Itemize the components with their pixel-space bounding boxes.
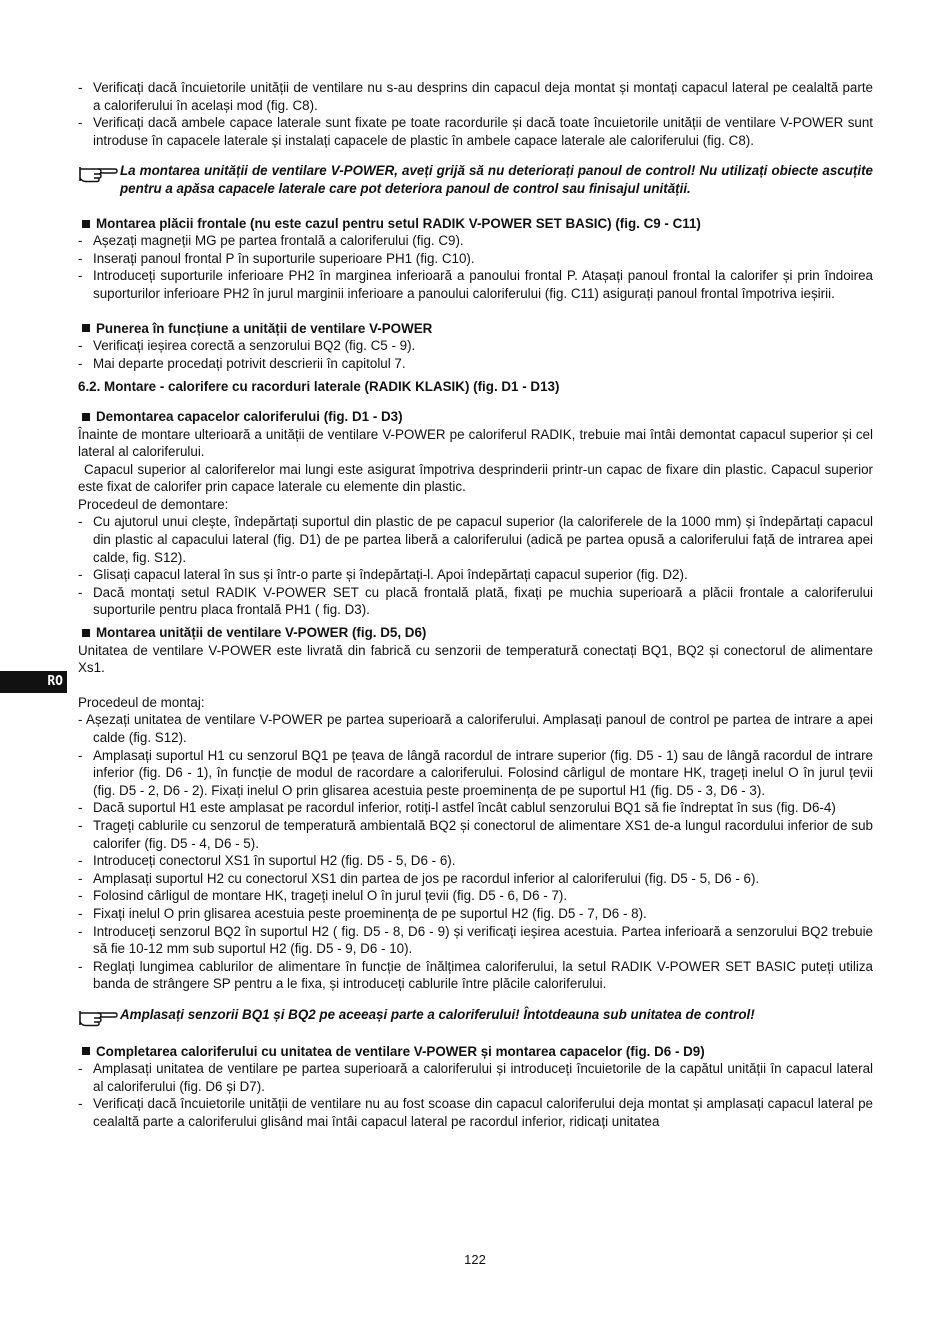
list-item: - Amplasați unitatea de ventilare pe partea superioară a caloriferului și introduceți încuietorile de la capătul unității în capacul lateral al caloriferului (fig. D6 și D7). bbox=[78, 1060, 873, 1095]
list-item: - Dacă montați setul RADIK V-POWER SET cu placă frontală plată, fixați pe muchia superioară a plăcii frontale a caloriferului suporturile pentru placa frontală PH1 ( fig. D3). bbox=[78, 584, 873, 619]
list-item: - Trageți cablurile cu senzorul de temperatură ambientală BQ2 și conectorul de alimentare XS1 de-a lungul racordului inferior de sub calorifer (fig. D5 - 4, D6 - 5). bbox=[78, 817, 873, 852]
paragraph: Înainte de montare ulterioară a unității de ventilare V-POWER pe caloriferul RADIK, trebuie mai întâi demontat capacul superior și cel lateral al caloriferului. bbox=[78, 426, 873, 460]
list-item: - Dacă suportul H1 este amplasat pe racordul inferior, rotiți-l astfel încât cablul senzorului BQ1 să fie îndreptat în sus (fig. D6-4) bbox=[78, 799, 873, 817]
list-item: - Inserați panoul frontal P în suporturile superioare PH1 (fig. C10). bbox=[78, 250, 873, 268]
section-heading: Montarea unității de ventilare V-POWER (fig. D5, D6) bbox=[78, 624, 873, 642]
language-tab: RO bbox=[0, 671, 67, 693]
note-warning bbox=[78, 162, 873, 197]
note-text: Amplasați senzorii BQ1 și BQ2 pe aceeași parte a caloriferului! Întotdeauna sub unitatea de control! bbox=[120, 1006, 755, 1022]
paragraph: Procedeul de demontare: bbox=[78, 496, 229, 512]
note-warning bbox=[78, 1006, 873, 1024]
section-heading: Punerea în funcțiune a unității de ventilare V-POWER bbox=[78, 320, 873, 338]
square-bullet-icon bbox=[82, 324, 90, 332]
list-item: - Reglați lungimea cablurilor de alimentare în funcție de înălțimea caloriferului, la setul RADIK V-POWER SET BASIC puteți utiliza banda de strângere SP pentru a le fixa, și introduceți cablurile între plăcile caloriferului. bbox=[78, 958, 873, 993]
mount-list bbox=[78, 747, 873, 993]
list-item: - Glisați capacul lateral în sus și într-o parte și îndepărtați-l. Apoi îndepărtați capacul superior (fig. D2). bbox=[78, 566, 873, 584]
section-heading: Montarea plăcii frontale (nu este cazul pentru setul RADIK V-POWER SET BASIC) (fig. C9 - C11) bbox=[78, 215, 873, 233]
list-item: - Amplasați suportul H2 cu conectorul XS1 din partea de jos pe racordul inferior al caloriferului (fig. D5 - 5, D6 - 6). bbox=[78, 870, 873, 888]
top-list bbox=[78, 79, 873, 149]
startup-list bbox=[78, 337, 873, 372]
list-item: - Așezați unitatea de ventilare V-POWER pe partea superioară a caloriferului. Amplasați panoul de control pe partea de intrare a apei calde (fig. S12). bbox=[78, 712, 873, 745]
square-bullet-icon bbox=[82, 220, 90, 228]
list-item: - Amplasați suportul H1 cu senzorul BQ1 pe țeava de lângă racordul de intrare superior (fig. D5 - 1) sau de lângă racordul de intrare inferior (fig. D6 - 1), în funcție de modul de racordare a caloriferului. Folosind cârligul de montare HK, trageți inelul O în jurul țevii (fig. D5 - 2, D6 - 2). Fixați inelul O prin glisarea acestuia peste proeminența de pe suportul H1 (fig. D5 - 3, D6 - 3). bbox=[78, 747, 873, 800]
paragraph: Procedeul de montaj: bbox=[78, 694, 205, 710]
front-plate-list bbox=[78, 232, 873, 302]
section-heading: Demontarea capacelor caloriferului (fig. D1 - D3) bbox=[78, 408, 873, 426]
note-text: La montarea unității de ventilare V-POWER, aveți grijă să nu deteriorați panoul de control! Nu utilizați obiecte ascuțite pentru a apăsa capacele laterale care pot deteriora panoul de control sau finisajul unității. bbox=[120, 163, 873, 196]
dismount-list bbox=[78, 513, 873, 619]
list-item: - Verificați dacă ambele capace laterale sunt fixate pe toate racordurile și dacă toate încuietorile unității de ventilare V-POWER sunt introduse în capacele laterale și instalați capacele de plastic în ambele capace laterale ale caloriferului (fig. C8). bbox=[78, 114, 873, 149]
list-item: - Verificați dacă încuietorile unității de ventilare nu s-au desprins din capacul deja montat și montați capacul lateral pe cealaltă parte a caloriferului în același mod (fig. C8). bbox=[78, 79, 873, 114]
list-item: - Introduceți conectorul XS1 în suportul H2 (fig. D5 - 5, D6 - 6). bbox=[78, 852, 873, 870]
paragraph: Unitatea de ventilare V-POWER este livrată din fabrică cu senzorii de temperatură conectați BQ1, BQ2 și conectorul de alimentare Xs1. bbox=[78, 642, 873, 676]
pointing-hand-icon bbox=[78, 163, 118, 183]
list-item: - Fixați inelul O prin glisarea acestuia peste proeminența de pe suportul H2 (fig. D5 - 7, D6 - 8). bbox=[78, 905, 873, 923]
square-bullet-icon bbox=[82, 629, 90, 637]
list-item: - Introduceți suporturile inferioare PH2 în marginea inferioară a panoului frontal P. Atașați panoul frontal la calorifer și prin îndoirea suporturilor inferioare PH2 în jurul marginii inferioare a panoului caloriferului (fig. C11) asigurați panoul frontal împotriva ieșirii. bbox=[78, 267, 873, 302]
list-item: - Mai departe procedați potrivit descrierii în capitolul 7. bbox=[78, 355, 873, 373]
list-item: - Verificați dacă încuietorile unității de ventilare nu au fost scoase din capacul caloriferului deja montat și amplasați capacul lateral pe cealaltă parte a caloriferului glisând mai întâi capacul lateral pe racordul inferior, ridicați unitatea bbox=[78, 1095, 873, 1130]
section-heading: Completarea caloriferului cu unitatea de ventilare V-POWER și montarea capacelor (fig. D6 - D9) bbox=[78, 1043, 873, 1061]
section-number-heading: 6.2. Montare - calorifere cu racorduri laterale (RADIK KLASIK) (fig. D1 - D13) bbox=[78, 379, 560, 395]
square-bullet-icon bbox=[82, 413, 90, 421]
page-number: 122 bbox=[464, 1252, 486, 1267]
page-content bbox=[78, 79, 873, 1130]
list-item: - Introduceți senzorul BQ2 în suportul H2 ( fig. D5 - 8, D6 - 9) și verificați ieșirea acestuia. Partea inferioară a senzorului BQ2 trebuie să fie 10-12 mm sub suportul H2 (fig. D5 - 9, D6 - 10). bbox=[78, 923, 873, 958]
complete-list bbox=[78, 1060, 873, 1130]
list-item: - Așezați magneții MG pe partea frontală a caloriferului (fig. C9). bbox=[78, 232, 873, 250]
list-item: - Verificați ieșirea corectă a senzorului BQ2 (fig. C5 - 9). bbox=[78, 337, 873, 355]
list-item: - Folosind cârligul de montare HK, trageți inelul O în jurul țevii (fig. D5 - 6, D6 - 7). bbox=[78, 887, 873, 905]
paragraph: Capacul superior al caloriferelor mai lungi este asigurat împotriva desprinderii printr-un capac de fixare din plastic. Capacul superior este fixat de calorifer prin capace laterale cu elemente din plastic. bbox=[78, 461, 873, 495]
list-item: - Cu ajutorul unui clește, îndepărtați suportul din plastic de pe capacul superior (la caloriferele de la 1000 mm) și îndepărtați capacul din plastic al capacului lateral (fig. D1) de pe partea liberă a caloriferului (adică pe partea opusă a caloriferului față de intrarea apei calde, fig. S12). bbox=[78, 513, 873, 566]
pointing-hand-icon bbox=[78, 1007, 118, 1027]
square-bullet-icon bbox=[82, 1047, 90, 1055]
